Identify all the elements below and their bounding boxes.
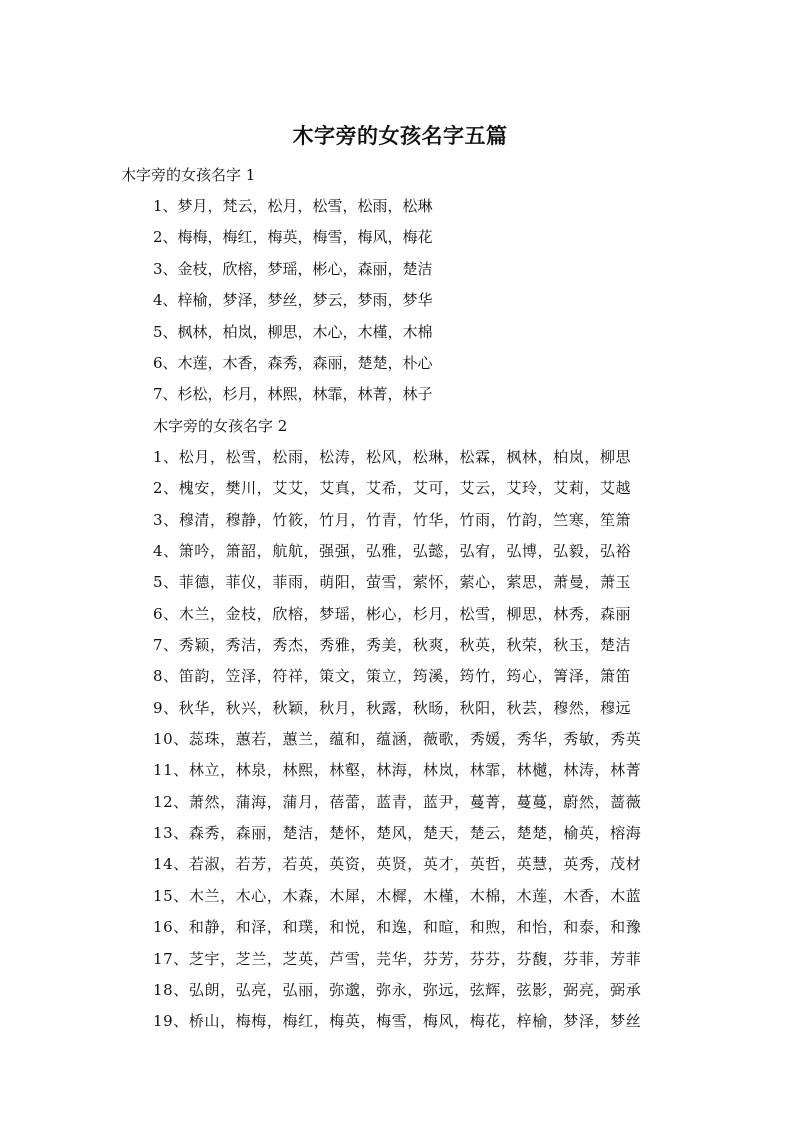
list-item: 10、蕊珠，蕙若，蕙兰，蕴和，蕴涵，薇歌，秀媛，秀华，秀敏，秀英 [153,730,642,749]
list-item: 7、杉松，杉月，林熙，林霏，林菁，林子 [153,385,433,404]
list-item: 7、秀颖，秀洁，秀杰，秀雅，秀美，秋爽，秋英，秋荣，秋玉，楚洁 [153,636,632,655]
list-item: 5、菲德，菲仪，菲雨，萌阳，萤雪，萦怀，萦心，萦思，萧曼，萧玉 [153,573,632,592]
list-item: 1、松月，松雪，松雨，松涛，松风，松琳，松霖，枫林，柏岚，柳思 [153,448,632,466]
list-item: 3、金枝，欣榕，梦瑶，彬心，森丽，楚洁 [153,259,433,278]
list-item: 11、林立，林泉，林熙，林壑，林海，林岚，林霏，林樾，林涛，林菁 [153,761,642,780]
list-item: 6、木莲，木香，森秀，森丽，楚楚，朴心 [153,353,433,372]
list-item: 18、弘朗，弘亮，弘丽，弥邈，弥永，弥远，弦辉，弦影，弼亮，弼承 [153,980,642,999]
list-item: 2、梅梅，梅红，梅英，梅雪，梅风，梅花 [153,228,433,247]
list-item: 6、木兰，金枝，欣榕，梦瑶，彬心，杉月，松雪，柳思，林秀，森丽 [153,604,632,623]
list-item: 2、槐安，樊川，艾艾，艾真，艾希，艾可，艾云，艾玲，艾莉，艾越 [153,479,632,498]
list-item: 5、枫林，柏岚，柳思，木心，木槿，木棉 [153,322,433,341]
list-item: 1、梦月，梵云，松月，松雪，松雨，松琳 [153,197,433,215]
section-heading-1: 木字旁的女孩名字 1 [121,166,256,184]
list-item: 4、梓榆，梦泽，梦丝，梦云，梦雨，梦华 [153,291,433,310]
list-item: 14、若淑，若芳，若英，英资，英贤，英才，英哲，英慧，英秀，茂材 [153,855,642,874]
list-item: 15、木兰，木心，木森，木犀，木樨，木槿，木棉，木莲，木香，木蓝 [153,886,642,905]
section-heading-2: 木字旁的女孩名字 2 [153,417,288,435]
list-item: 13、森秀，森丽，楚洁，楚怀，楚风，楚天，楚云，楚楚，榆英，榕海 [153,824,642,843]
name-list-2 [153,446,673,1042]
list-item: 16、和静，和泽，和璞，和悦，和逸，和暄，和煦，和怡，和泰，和豫 [153,918,642,937]
list-item: 4、箫吟，箫韶，航航，强强，弘雅，弘懿，弘宥，弘博，弘毅，弘裕 [153,542,632,561]
document-title: 木字旁的女孩名字五篇 [292,124,508,148]
list-item: 19、桥山，梅梅，梅红，梅英，梅雪，梅风，梅花，梓榆，梦泽，梦丝 [153,1012,642,1031]
name-list-1 [153,195,673,415]
list-item: 3、穆清，穆静，竹筱，竹月，竹青，竹华，竹雨，竹韵，竺寒，笙箫 [153,510,632,529]
list-item: 8、笛韵，笠泽，符祥，策文，策立，筠溪，筠竹，筠心，箐泽，箫笛 [153,667,632,686]
list-item: 9、秋华，秋兴，秋颖，秋月，秋露，秋旸，秋阳，秋芸，穆然，穆远 [153,698,632,717]
list-item: 12、萧然，蒲海，蒲月，蓓蕾，蓝青，蓝尹，蔓菁，蔓蔓，蔚然，蔷薇 [153,792,642,811]
list-item: 17、芝宇，芝兰，芝英，芦雪，芫华，芬芳，芬芬，芬馥，芬菲，芳菲 [153,949,642,968]
